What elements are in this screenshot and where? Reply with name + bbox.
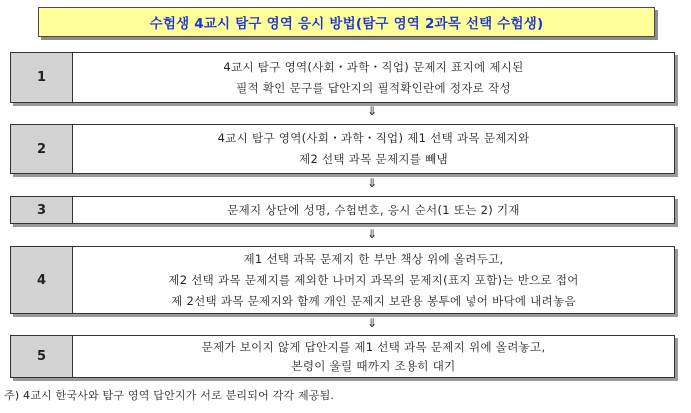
step-description xyxy=(72,124,675,174)
step-description xyxy=(72,335,675,378)
step-2 xyxy=(10,124,675,174)
step-line: 4교시 탐구 영역(사회・과학・직업) 문제지 표지에 제시된 xyxy=(223,59,524,74)
step-1 xyxy=(10,52,675,103)
step-line: 문제가 보이지 않게 답안지를 제1 선택 과목 문제지 위에 올려놓고, xyxy=(201,339,546,354)
down-arrow-icon: ⇓ xyxy=(366,227,378,241)
page-title: 수험생 4교시 탐구 영역 응시 방법(탐구 영역 2과목 선택 수험생) xyxy=(149,16,544,32)
step-line: 제2 선택 과목 문제지를 제외한 나머지 과목의 문제지(표지 포함)는 반으로 접어 xyxy=(168,272,579,287)
step-4 xyxy=(10,246,675,314)
step-number: 4 xyxy=(10,246,72,314)
footnote: 주) 4교시 한국사와 탐구 영역 답안지가 서로 분리되어 각각 제공됨. xyxy=(4,389,335,402)
step-line: 제2 선택 과목 문제지를 빼냄 xyxy=(299,152,448,166)
step-line: 제 2선택 과목 문제지와 함께 개인 문제지 보관용 봉투에 넣어 바닥에 내려놓음 xyxy=(171,293,576,308)
step-line: 4교시 탐구 영역(사회・과학・직업) 제1 선택 과목 문제지와 xyxy=(217,131,530,145)
step-5 xyxy=(10,335,675,378)
step-description xyxy=(72,196,675,224)
step-line: 필적 확인 문구를 답안지의 필적확인란에 정자로 작성 xyxy=(236,80,511,95)
step-number: 1 xyxy=(10,52,72,103)
step-line: 본령이 울릴 때까지 조용히 대기 xyxy=(291,358,456,373)
down-arrow-icon: ⇓ xyxy=(366,176,378,190)
step-description xyxy=(72,52,675,103)
step-number: 3 xyxy=(10,196,72,224)
down-arrow-icon: ⇓ xyxy=(366,316,378,330)
step-description xyxy=(72,246,675,314)
step-number: 2 xyxy=(10,124,72,174)
step-number: 5 xyxy=(10,335,72,378)
step-3 xyxy=(10,196,675,224)
step-line: 문제지 상단에 성명, 수험번호, 응시 순서(1 또는 2) 기재 xyxy=(227,202,520,217)
step-line: 제1 선택 과목 문제지 한 부만 책상 위에 올려두고, xyxy=(243,251,504,266)
down-arrow-icon: ⇓ xyxy=(366,104,378,118)
title-banner xyxy=(38,7,655,37)
